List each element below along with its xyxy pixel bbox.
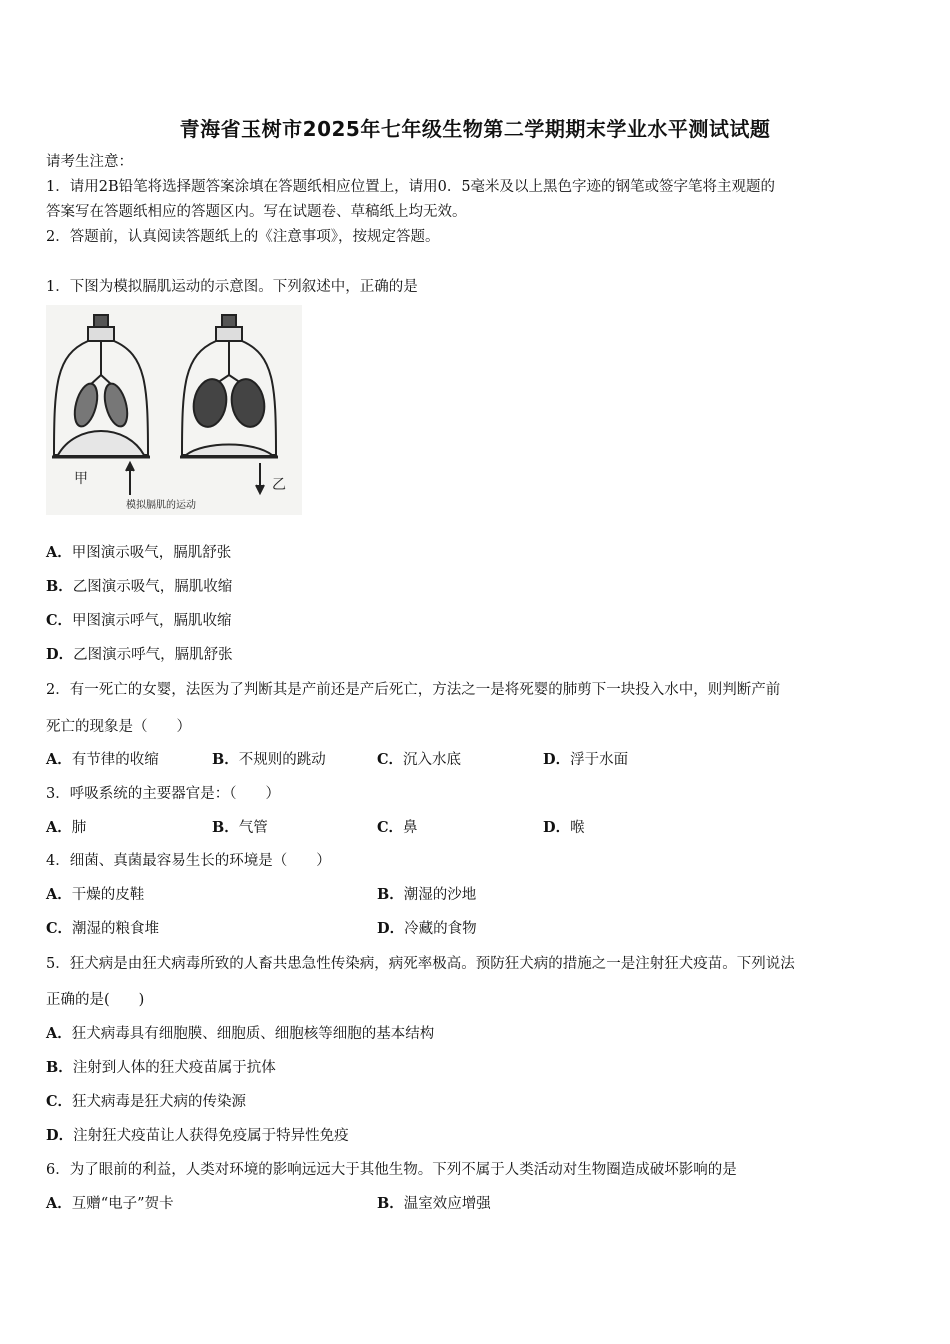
- bell-jar-diagram: [46, 305, 302, 515]
- question-5-stem-line-2: 正确的是( ): [46, 992, 145, 1008]
- question-6-stem: 6．为了眼前的利益，人类对环境的影响远远大于其他生物。下列不属于人类活动对生物圈造成破坏影响的是: [46, 1162, 737, 1178]
- question-1-option-d: D．乙图演示呼气，膈肌舒张: [46, 646, 233, 663]
- question-2-option-a: A．有节律的收缩: [46, 751, 159, 768]
- question-3-option-c: C．鼻: [377, 819, 418, 836]
- question-6-option-a: A．互赠“电子”贺卡: [46, 1195, 174, 1212]
- question-2-stem-line-2: 死亡的现象是（ ）: [46, 719, 191, 735]
- diaphragm-model-figure: [46, 305, 302, 515]
- question-1-option-a: A．甲图演示吸气，膈肌舒张: [46, 544, 232, 561]
- question-5-stem-line-1: 5．狂犬病是由狂犬病毒所致的人畜共患急性传染病，病死率极高。预防狂犬病的措施之一是注射狂犬疫苗。下列说法: [46, 956, 795, 972]
- page-title: 青海省玉树市2025年七年级生物第二学期期末学业水平测试试题: [179, 117, 771, 141]
- notice-item-2: 2．答题前，认真阅读答题纸上的《注意事项》，按规定答题。: [46, 229, 440, 245]
- question-4-option-d: D．冷藏的食物: [377, 920, 477, 937]
- question-6-option-b: B．温室效应增强: [377, 1195, 491, 1212]
- notice-item-1-line-2: 答案写在答题纸相应的答题区内。写在试题卷、草稿纸上均无效。: [46, 204, 467, 220]
- question-5-option-a: A．狂犬病毒具有细胞膜、细胞质、细胞核等细胞的基本结构: [46, 1025, 435, 1042]
- notice-item-1-line-1: 1．请用2B铅笔将选择题答案涂填在答题纸相应位置上，请用0．5毫米及以上黑色字迹的钢笔或签字笔将主观题的: [46, 179, 776, 195]
- question-4-stem: 4．细菌、真菌最容易生长的环境是（ ）: [46, 853, 331, 869]
- figure-label-jia: 甲: [74, 471, 88, 487]
- figure-caption: 模拟膈肌的运动: [126, 500, 196, 511]
- question-1-option-c: C．甲图演示呼气，膈肌收缩: [46, 612, 232, 629]
- notice-heading: 请考生注意：: [46, 154, 133, 170]
- question-5-option-d: D．注射狂犬疫苗让人获得免疫属于特异性免疫: [46, 1127, 349, 1144]
- question-5-option-c: C．狂犬病毒是狂犬病的传染源: [46, 1093, 247, 1110]
- question-1-stem: 1．下图为模拟膈肌运动的示意图。下列叙述中，正确的是: [46, 279, 418, 295]
- question-2-option-b: B．不规则的跳动: [212, 751, 326, 768]
- question-4-option-a: A．干燥的皮鞋: [46, 886, 145, 903]
- question-5-option-b: B．注射到人体的狂犬疫苗属于抗体: [46, 1059, 276, 1076]
- question-2-option-d: D．浮于水面: [543, 751, 629, 768]
- question-4-option-b: B．潮湿的沙地: [377, 886, 477, 903]
- question-3-stem: 3．呼吸系统的主要器官是：（ ）: [46, 786, 280, 802]
- question-3-option-b: B．气管: [212, 819, 268, 836]
- question-2-stem-line-1: 2．有一死亡的女婴，法医为了判断其是产前还是产后死亡，方法之一是将死婴的肺剪下一块投入水中，则判断产前: [46, 682, 781, 698]
- question-2-option-c: C．沉入水底: [377, 751, 462, 768]
- question-3-option-a: A．肺: [46, 819, 87, 836]
- question-1-option-b: B．乙图演示吸气，膈肌收缩: [46, 578, 233, 595]
- question-4-option-c: C．潮湿的粮食堆: [46, 920, 160, 937]
- question-3-option-d: D．喉: [543, 819, 585, 836]
- figure-label-yi: 乙: [272, 477, 286, 493]
